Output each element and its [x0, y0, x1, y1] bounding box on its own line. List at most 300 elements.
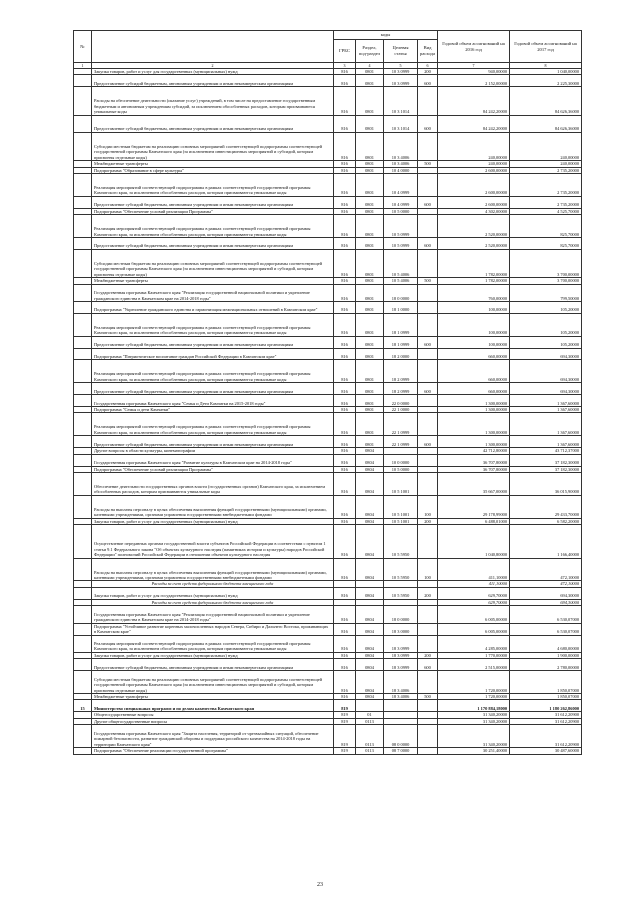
row-grbs-cell: 816 — [334, 87, 356, 115]
row-csr-cell: 10 5 0999 — [384, 238, 418, 250]
row-2016-cell: 100,00000 — [438, 313, 510, 336]
row-num-cell — [74, 587, 92, 599]
row-grbs-cell: 816 — [334, 301, 356, 313]
row-vr-cell — [418, 472, 438, 495]
row-csr-cell: 10 5 5950 — [384, 525, 418, 559]
row-2017-cell: 105,20000 — [510, 336, 582, 348]
row-2016-cell: 1 720,00000 — [438, 694, 510, 700]
row-csr-cell: 10 3 4006 — [384, 161, 418, 167]
table-row — [74, 336, 582, 348]
row-num-cell — [74, 313, 92, 336]
row-vr-cell — [418, 700, 438, 712]
row-2016-cell: 2 515,00000 — [438, 659, 510, 671]
row-grbs-cell: 816 — [334, 436, 356, 448]
row-csr-cell: 10 4 0000 — [384, 167, 418, 173]
row-name-cell: Закупка товаров, работ и услуг для государственных (муниципальных) нужд — [92, 587, 334, 599]
row-name-cell: Расходы на обеспечение деятельности (оказание услуг) учреждений, в том числе на предоставление государственным бюджетным и автономным учреждениям субсидий, за исключением обособленных расходов, которым присваиваются уникальные коды — [92, 87, 334, 115]
colnum-3: 3 — [334, 63, 356, 69]
colnum-5: 5 — [384, 63, 418, 69]
row-2017-cell: 2 735,20000 — [510, 167, 582, 173]
row-csr-cell: 10 4 0999 — [384, 196, 418, 208]
row-razdel-cell: 0801 — [356, 174, 384, 197]
row-razdel-cell: 0804 — [356, 495, 384, 518]
row-vr-cell — [418, 671, 438, 694]
row-vr-cell — [418, 395, 438, 407]
budget-table — [73, 30, 582, 755]
row-vr-cell: 600 — [418, 659, 438, 671]
row-name-cell: Подпрограмма "Укрепление гражданского единства и гармонизация межнациональных отношений в Камчатском крае" — [92, 301, 334, 313]
row-2016-cell: 2 600,00000 — [438, 174, 510, 197]
col-vr-header: Вид расхода — [418, 40, 438, 63]
row-vr-cell — [418, 748, 438, 754]
row-2017-cell: 1 180 262,86000 — [510, 700, 582, 712]
colnum-4: 4 — [356, 63, 384, 69]
row-csr-cell: 18 3 4006 — [384, 694, 418, 700]
row-name-cell: Подпрограмма "Устойчивое развитие коренных малочисленных народов Севера, Сибири и Дальнего Востока, проживающих в Камчатском крае" — [92, 623, 334, 635]
row-name-cell: Подпрограмма "Образование в сфере культуры" — [92, 167, 334, 173]
row-name-cell: Закупка товаров, работ и услуг для государственных (муниципальных) нужд — [92, 518, 334, 524]
row-name-cell: Общегосударственные вопросы — [92, 712, 334, 718]
table-row — [74, 436, 582, 448]
table-row — [74, 360, 582, 383]
table-row — [74, 525, 582, 559]
row-2017-cell: 37 182,30000 — [510, 466, 582, 472]
row-razdel-cell: 0801 — [356, 115, 384, 132]
row-2017-cell: 31 612,20900 — [510, 712, 582, 718]
row-name-cell: Подпрограмма "Патриотическое воспитание граждан Российской Федерации в Камчатском крае" — [92, 348, 334, 360]
row-razdel-cell: 0804 — [356, 635, 384, 652]
row-vr-cell: 600 — [418, 196, 438, 208]
row-2016-cell: 411,10000 — [438, 581, 510, 587]
row-csr-cell: 22 1 0999 — [384, 436, 418, 448]
row-2016-cell: 42 712,80000 — [438, 448, 510, 454]
row-2016-cell: 100,00000 — [438, 301, 510, 313]
row-2016-cell: 940,00000 — [438, 69, 510, 75]
row-name-cell: Закупка товаров, работ и услуг для государственных (муниципальных) нужд — [92, 69, 334, 75]
row-num-cell — [74, 301, 92, 313]
row-2016-cell: 629,70000 — [438, 599, 510, 605]
row-razdel-cell: 0804 — [356, 694, 384, 700]
row-csr-cell: 10 5 4006 — [384, 278, 418, 284]
row-num-cell — [74, 132, 92, 160]
row-num-cell — [74, 635, 92, 652]
row-vr-cell: 100 — [418, 495, 438, 518]
row-grbs-cell: 819 — [334, 712, 356, 718]
row-2016-cell: 31 340,20000 — [438, 725, 510, 748]
row-vr-cell — [418, 725, 438, 748]
row-grbs-cell: 816 — [334, 69, 356, 75]
row-2016-cell: 411,10000 — [438, 558, 510, 581]
row-num-cell — [74, 196, 92, 208]
row-razdel-cell: 0804 — [356, 472, 384, 495]
row-vr-cell — [418, 623, 438, 635]
row-razdel-cell: 01 — [356, 712, 384, 718]
row-grbs-cell: 816 — [334, 383, 356, 395]
table-row — [74, 495, 582, 518]
row-2017-cell: 472,10000 — [510, 558, 582, 581]
row-razdel-cell: 0801 — [356, 249, 384, 277]
row-grbs-cell: 816 — [334, 115, 356, 132]
row-vr-cell: 600 — [418, 383, 438, 395]
row-razdel-cell: 0801 — [356, 215, 384, 238]
row-2016-cell: 660,00000 — [438, 383, 510, 395]
row-csr-cell: 10 4 0999 — [384, 174, 418, 197]
row-csr-cell: 18 2 0999 — [384, 360, 418, 383]
row-vr-cell — [418, 606, 438, 623]
row-name-cell: Межбюджетные трансферты — [92, 161, 334, 167]
row-2016-cell: 30 251,40000 — [438, 748, 510, 754]
row-name-cell: Реализация мероприятий соответствующей подпрограммы в рамках соответствующей государственной программы Камчатского края, за исключением обособленных расходов, которым присваиваются уникальные коды — [92, 215, 334, 238]
row-grbs-cell: 816 — [334, 348, 356, 360]
row-2016-cell: 1 782,00000 — [438, 278, 510, 284]
row-2016-cell: 629,70000 — [438, 587, 510, 599]
row-2016-cell: 1 170 884,18000 — [438, 700, 510, 712]
row-name-cell: Государственная программа Камчатского края "Семья и Дети Камчатки на 2015-2018 годы" — [92, 395, 334, 407]
row-vr-cell — [418, 174, 438, 197]
row-num-cell — [74, 436, 92, 448]
row-name-cell: Субсидии местным бюджетам на реализацию основных мероприятий соответствующей подпрограммы соответствующей государственной программы Камчатского края (за исключением инвестиционных мероприятий и субсидий, которым присвоены отдельные коды) — [92, 671, 334, 694]
row-num-cell — [74, 454, 92, 466]
row-csr-cell: 08 7 0000 — [384, 748, 418, 754]
row-razdel-cell: 0804 — [356, 606, 384, 623]
row-grbs-cell: 816 — [334, 623, 356, 635]
table-row — [74, 413, 582, 436]
row-name-cell: Государственная программа Камчатского края "Развитие культуры в Камчатском крае на 2014-2018 годы" — [92, 454, 334, 466]
row-vr-cell — [418, 249, 438, 277]
row-grbs-cell: 816 — [334, 249, 356, 277]
row-razdel-cell: 0804 — [356, 623, 384, 635]
row-razdel-cell: 0801 — [356, 132, 384, 160]
row-num-cell — [74, 115, 92, 132]
row-csr-cell: 18 3 0999 — [384, 659, 418, 671]
row-name-cell: Государственная программа Камчатского края "Реализация государственной национальной политики и укрепление гражданского единства в Камчатском крае на 2014-2018 годы" — [92, 606, 334, 623]
table-row — [74, 132, 582, 160]
row-name-cell: Реализация мероприятий соответствующей подпрограммы в рамках соответствующей государственной программы Камчатского края, за исключением обособленных расходов, которым присваиваются уникальные коды — [92, 360, 334, 383]
row-vr-cell: 200 — [418, 587, 438, 599]
row-num-cell — [74, 623, 92, 635]
table-row — [74, 700, 582, 712]
row-2017-cell: 694,30000 — [510, 348, 582, 360]
row-grbs-cell: 816 — [334, 174, 356, 197]
row-2017-cell: 1 040,00000 — [510, 69, 582, 75]
row-csr-cell: 10 5 0000 — [384, 466, 418, 472]
row-name-cell: Субсидии местным бюджетам на реализацию основных мероприятий соответствующей подпрограммы соответствующей государственной программы Камчатского края (за исключением инвестиционных мероприятий и субсидий, которым присвоены отдельные коды) — [92, 249, 334, 277]
row-csr-cell: 18 3 0000 — [384, 623, 418, 635]
row-grbs-cell: 816 — [334, 313, 356, 336]
table-row — [74, 587, 582, 599]
row-2017-cell: 2 225,30000 — [510, 75, 582, 87]
row-grbs-cell: 816 — [334, 466, 356, 472]
row-vr-cell: 500 — [418, 278, 438, 284]
row-name-cell: Подпрограмма "Обеспечение реализации государственной программы" — [92, 748, 334, 754]
table-row — [74, 606, 582, 623]
row-name-cell: Государственная программа Камчатского края "Реализация государственной национальной политики и укрепление гражданского единства в Камчатском крае на 2014-2018 годы" — [92, 284, 334, 301]
row-razdel-cell: 0804 — [356, 518, 384, 524]
row-2017-cell: 1 900,00000 — [510, 652, 582, 658]
row-2016-cell: 2 600,00000 — [438, 167, 510, 173]
row-2017-cell: 105,20000 — [510, 301, 582, 313]
table-row — [74, 635, 582, 652]
row-razdel-cell: 0801 — [356, 336, 384, 348]
row-2016-cell: 31 340,20000 — [438, 718, 510, 724]
row-razdel-cell: 0801 — [356, 413, 384, 436]
codes-header: коды — [334, 31, 438, 40]
row-name-cell: Предоставление субсидий бюджетным, автономным учреждениям и иным некоммерческим организациям — [92, 383, 334, 395]
row-name-cell: Предоставление субсидий бюджетным, автономным учреждениям и иным некоммерческим организациям — [92, 336, 334, 348]
row-2016-cell: 36 707,80000 — [438, 454, 510, 466]
table-row — [74, 623, 582, 635]
row-razdel-cell: 0804 — [356, 659, 384, 671]
row-grbs-cell: 816 — [334, 278, 356, 284]
colnum-7: 7 — [438, 63, 510, 69]
table-body — [74, 69, 582, 755]
row-razdel-cell: 0801 — [356, 383, 384, 395]
row-razdel-cell: 0801 — [356, 313, 384, 336]
row-grbs-cell: 816 — [334, 395, 356, 407]
table-row — [74, 284, 582, 301]
row-2017-cell: 30 487,60000 — [510, 748, 582, 754]
col-name-header — [92, 31, 334, 63]
row-2016-cell: 36 707,80000 — [438, 466, 510, 472]
row-num-cell — [74, 249, 92, 277]
row-num-cell — [74, 472, 92, 495]
row-csr-cell: 10 0 0000 — [384, 454, 418, 466]
row-razdel-cell: 0804 — [356, 448, 384, 454]
row-2016-cell: 1 300,00000 — [438, 395, 510, 407]
row-csr-cell: 10 3 0999 — [384, 75, 418, 87]
row-name-cell: Расходы на выплаты персоналу в целях обеспечения выполнения функций государственными (муниципальными) органами, казенными учреждениями, органами управления государственными внебюджетными фондами — [92, 495, 334, 518]
row-razdel-cell: 0801 — [356, 161, 384, 167]
row-vr-cell — [418, 132, 438, 160]
row-razdel-cell: 0804 — [356, 558, 384, 581]
row-2017-cell: 29 433,70000 — [510, 495, 582, 518]
row-razdel-cell: 0801 — [356, 284, 384, 301]
row-csr-cell: 10 5 1001 — [384, 472, 418, 495]
row-num-cell — [74, 336, 92, 348]
row-csr-cell: 22 1 0999 — [384, 413, 418, 436]
budget-table-page — [73, 30, 581, 755]
row-2017-cell: 4 525,70000 — [510, 208, 582, 214]
row-name-cell: Субсидии местным бюджетам на реализацию основных мероприятий соответствующей подпрограммы соответствующей государственной программы Камчатского края (за исключением инвестиционных мероприятий и субсидий, которым присвоены отдельные коды) — [92, 132, 334, 160]
row-vr-cell — [418, 635, 438, 652]
row-grbs-cell: 816 — [334, 495, 356, 518]
row-grbs-cell: 816 — [334, 587, 356, 599]
row-razdel-cell: 0801 — [356, 436, 384, 448]
row-name-cell: Предоставление субсидий бюджетным, автономным учреждениям и иным некоммерческим организациям — [92, 436, 334, 448]
table-row — [74, 313, 582, 336]
row-razdel-cell: 0804 — [356, 454, 384, 466]
row-2017-cell: 825,70000 — [510, 238, 582, 250]
row-num-cell — [74, 671, 92, 694]
row-csr-cell: 18 0 0000 — [384, 606, 418, 623]
row-vr-cell: 200 — [418, 518, 438, 524]
table-row — [74, 472, 582, 495]
row-grbs-cell: 816 — [334, 694, 356, 700]
row-grbs-cell: 816 — [334, 525, 356, 559]
row-grbs-cell: 819 — [334, 748, 356, 754]
row-vr-cell — [418, 454, 438, 466]
row-csr-cell: 10 5 1001 — [384, 495, 418, 518]
row-2016-cell: 100,00000 — [438, 336, 510, 348]
row-num-cell — [74, 558, 92, 581]
table-row — [74, 174, 582, 197]
row-csr-cell: 18 3 0999 — [384, 652, 418, 658]
row-vr-cell: 500 — [418, 694, 438, 700]
row-2017-cell: 6 530,07000 — [510, 606, 582, 623]
row-csr-cell: 10 5 0999 — [384, 215, 418, 238]
row-2016-cell: 1 300,00000 — [438, 436, 510, 448]
row-csr-cell: 10 5 5950 — [384, 558, 418, 581]
row-razdel-cell: 0801 — [356, 360, 384, 383]
row-name-cell: Предоставление субсидий бюджетным, автономным учреждениям и иным некоммерческим организациям — [92, 196, 334, 208]
row-vr-cell: 600 — [418, 238, 438, 250]
row-name-cell: Предоставление субсидий бюджетным, автономным учреждениям и иным некоммерческим организациям — [92, 238, 334, 250]
row-2017-cell: 84 626,36000 — [510, 115, 582, 132]
row-2016-cell: 240,00000 — [438, 132, 510, 160]
row-name-cell: Межбюджетные трансферты — [92, 694, 334, 700]
row-num-cell — [74, 215, 92, 238]
row-num-cell — [74, 725, 92, 748]
table-row — [74, 301, 582, 313]
row-csr-cell: 10 3 1014 — [384, 87, 418, 115]
row-2017-cell: 105,20000 — [510, 313, 582, 336]
row-name-cell: Закупка товаров, работ и услуг для государственных (муниципальных) нужд — [92, 652, 334, 658]
row-num-cell — [74, 606, 92, 623]
row-2017-cell: 1 166,40000 — [510, 525, 582, 559]
row-grbs-cell: 816 — [334, 75, 356, 87]
row-2017-cell: 36 015,90000 — [510, 472, 582, 495]
col-csr-header: Целевая статья — [384, 40, 418, 63]
row-grbs-cell: 816 — [334, 652, 356, 658]
row-vr-cell — [418, 525, 438, 559]
row-csr-cell: 18 2 0999 — [384, 383, 418, 395]
row-csr-cell: 10 3 1014 — [384, 115, 418, 132]
row-vr-cell — [418, 360, 438, 383]
row-vr-cell: 600 — [418, 115, 438, 132]
row-2016-cell: 240,00000 — [438, 161, 510, 167]
row-2016-cell: 84 242,20000 — [438, 87, 510, 115]
row-csr-cell: 18 0 0000 — [384, 284, 418, 301]
row-vr-cell: 600 — [418, 436, 438, 448]
row-2017-cell: 6 530,07000 — [510, 623, 582, 635]
row-2016-cell: 660,00000 — [438, 348, 510, 360]
row-name-cell: Государственная программа Камчатского края "Защита населения, территорий от чрезвычайных ситуаций, обеспечение пожарной безопасности, развитие гражданской обороны и поддержка российского казачества на 2014-2018 годы на территории Камчатского края" — [92, 725, 334, 748]
table-row — [74, 725, 582, 748]
row-grbs-cell: 816 — [334, 671, 356, 694]
col-num-header: № — [74, 31, 92, 63]
row-2016-cell: 2 600,00000 — [438, 196, 510, 208]
row-razdel-cell: 0113 — [356, 748, 384, 754]
row-2016-cell: 2 520,00000 — [438, 238, 510, 250]
row-vr-cell: 200 — [418, 652, 438, 658]
col-razdel-header: Раздел, под-раздел — [356, 40, 384, 63]
row-grbs-cell: 816 — [334, 518, 356, 524]
row-2017-cell: 240,00000 — [510, 132, 582, 160]
row-razdel-cell: 0801 — [356, 395, 384, 407]
row-razdel-cell: 0804 — [356, 652, 384, 658]
row-2016-cell: 84 242,20000 — [438, 115, 510, 132]
row-csr-cell: 18 1 0000 — [384, 301, 418, 313]
row-2017-cell: 2 735,20000 — [510, 196, 582, 208]
row-2016-cell: 760,00000 — [438, 284, 510, 301]
row-csr-cell: 22 0 0000 — [384, 395, 418, 407]
row-2016-cell: 31 340,20000 — [438, 712, 510, 718]
row-2017-cell: 799,50000 — [510, 284, 582, 301]
row-name-cell: Подпрограмма "Семья и дети Камчатки" — [92, 407, 334, 413]
row-2017-cell: 694,30000 — [510, 360, 582, 383]
row-grbs-cell: 816 — [334, 238, 356, 250]
row-num-cell — [74, 360, 92, 383]
row-vr-cell — [418, 348, 438, 360]
row-name-cell: Предоставление субсидий бюджетным, автономным учреждениям и иным некоммерческим организациям — [92, 115, 334, 132]
row-vr-cell: 600 — [418, 75, 438, 87]
row-num-cell — [74, 748, 92, 754]
row-2017-cell: 31 612,20900 — [510, 725, 582, 748]
table-row — [74, 558, 582, 581]
row-2016-cell: 1 770,00000 — [438, 652, 510, 658]
row-2017-cell: 3 700,00000 — [510, 278, 582, 284]
row-grbs-cell: 816 — [334, 558, 356, 581]
row-name-cell: Расходы за счет средств федерального бюджета вмещаемого года — [92, 581, 334, 587]
row-num-cell — [74, 495, 92, 518]
row-vr-cell: 500 — [418, 161, 438, 167]
row-grbs-cell: 819 — [334, 718, 356, 724]
row-2017-cell: 472,10000 — [510, 581, 582, 587]
row-vr-cell — [418, 301, 438, 313]
row-2017-cell: 2 780,00000 — [510, 659, 582, 671]
row-2017-cell: 694,30000 — [510, 599, 582, 605]
row-grbs-cell: 816 — [334, 635, 356, 652]
row-razdel-cell: 0804 — [356, 671, 384, 694]
row-razdel-cell: 0804 — [356, 525, 384, 559]
table-row — [74, 395, 582, 407]
row-vr-cell — [418, 413, 438, 436]
table-row — [74, 383, 582, 395]
row-csr-cell: 10 5 0000 — [384, 208, 418, 214]
table-row — [74, 348, 582, 360]
row-2017-cell: 1 367,60000 — [510, 395, 582, 407]
row-grbs-cell: 816 — [334, 606, 356, 623]
row-grbs-cell: 816 — [334, 208, 356, 214]
table-row — [74, 115, 582, 132]
row-2016-cell: 6 488,01000 — [438, 518, 510, 524]
row-razdel-cell: 0804 — [356, 587, 384, 599]
row-csr-cell: 10 5 5950 — [384, 587, 418, 599]
row-2017-cell: 1 367,60000 — [510, 413, 582, 436]
row-grbs-cell: 816 — [334, 132, 356, 160]
col-2017-header: Годовой объем ассигнований на 2017 год — [510, 31, 582, 63]
row-2016-cell: 1 300,00000 — [438, 407, 510, 413]
row-2016-cell: 6 005,00000 — [438, 623, 510, 635]
row-vr-cell: 100 — [418, 558, 438, 581]
row-razdel-cell — [356, 700, 384, 712]
row-csr-cell: 18 3 0999 — [384, 635, 418, 652]
row-2016-cell: 4 302,00000 — [438, 208, 510, 214]
row-num-cell — [74, 525, 92, 559]
row-2016-cell: 29 178,99000 — [438, 495, 510, 518]
colnum-8: 8 — [510, 63, 582, 69]
row-2016-cell: 660,00000 — [438, 360, 510, 383]
row-razdel-cell: 0801 — [356, 87, 384, 115]
row-2016-cell: 1 040,80000 — [438, 525, 510, 559]
row-num-cell — [74, 413, 92, 436]
row-grbs-cell: 816 — [334, 284, 356, 301]
row-grbs-cell: 816 — [334, 215, 356, 238]
row-grbs-cell: 816 — [334, 659, 356, 671]
row-csr-cell: 22 1 0000 — [384, 407, 418, 413]
row-name-cell: Осуществление переданных органам государственной власти субъектов Российской Федерации в соответствии с пунктом 1 статьи 9.1 Федерального закона "Об объектах культурного наследия (памятниках истории и культуры) народов Российской Федерации" полномочий Российской Федерации в отношении объектов культурного наследия — [92, 525, 334, 559]
table-row — [74, 238, 582, 250]
